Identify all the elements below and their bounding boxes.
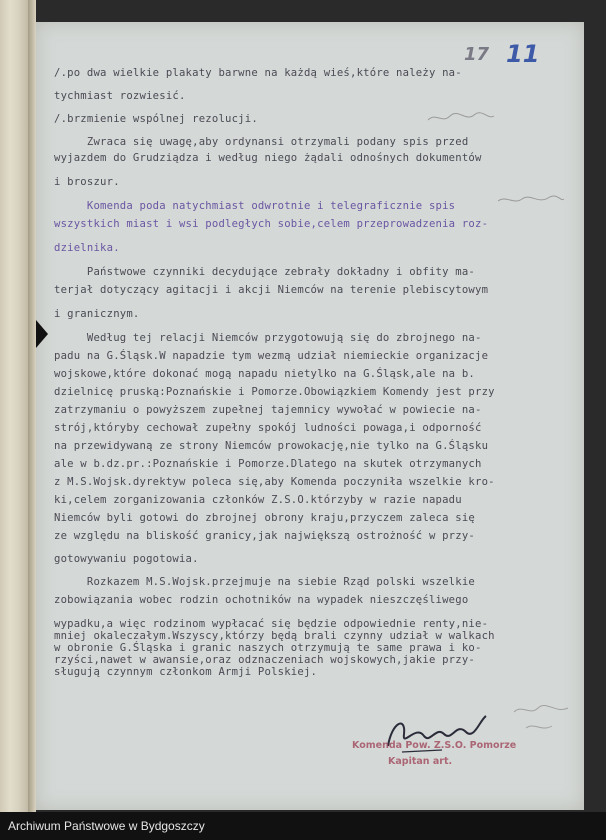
binding-edge	[28, 0, 36, 812]
archive-name: Archiwum Państwowe w Bydgoszczy	[8, 819, 205, 833]
signature	[382, 712, 492, 758]
document-page	[36, 22, 584, 810]
pencil-scribble	[512, 702, 572, 738]
typed-line: terjał dotyczący agitacji i akcji Niemców na terenie plebiscytowym	[54, 284, 489, 296]
typed-line: i broszur.	[54, 176, 120, 188]
typed-line: Państwowe czynniki decydujące zebrały dokładny i obfity ma-	[54, 266, 475, 278]
typed-line: i granicznym.	[54, 308, 140, 320]
typed-line: Według tej relacji Niemców przygotowują się do zbrojnego na-	[54, 332, 482, 344]
typed-line: wszystkich miast i wsi podległych sobie,celem przeprowadzenia roz-	[54, 218, 489, 230]
typed-line: dzielnicę pruską:Poznańskie i Pomorze.Obowiązkiem Komendy jest przy	[54, 386, 495, 398]
typed-line: rzyści,nawet w awansie,oraz odznaczeniach wojskowych,jakie przy-	[54, 654, 475, 666]
typed-line: /.brzmienie wspólnej rezolucji.	[54, 113, 258, 125]
stamp-line-2: Kapitan art.	[388, 756, 453, 767]
typed-line: Komenda poda natychmiast odwrotnie i telegraficznie spis	[54, 200, 456, 212]
typed-line: Niemców byli gotowi do zbrojnej obrony kraju,przyczem zaleca się	[54, 512, 475, 524]
typed-line: Zwraca się uwagę,aby ordynansi otrzymali podany spis przed	[54, 136, 469, 148]
typed-line: Rozkazem M.S.Wojsk.przejmuje na siebie Rząd polski wszelkie	[54, 576, 475, 588]
typed-line: sługują czynnym członkom Armji Polskiej.	[54, 666, 318, 678]
typed-line: ale w b.dz.pr.:Poznańskie i Pomorze.Dlatego na skutek otrzymanych	[54, 458, 482, 470]
pencil-scribble	[496, 192, 566, 208]
typed-line: padu na G.Śląsk.W napadzie tym wezmą udział niemieckie organizacje	[54, 350, 489, 362]
typed-line: wyjazdem do Grudziądza i według niego żądali odnośnych dokumentów	[54, 152, 482, 164]
pencil-scribble	[426, 110, 496, 126]
typed-line: wojskowe,które dokonać mogą napadu nietylko na G.Śląsk,ale na b.	[54, 368, 475, 380]
typed-line: /.po dwa wielkie plakaty barwne na każdą wieś,które należy na-	[54, 67, 462, 79]
typed-line: tychmiast rozwiesić.	[54, 90, 186, 102]
typed-line: zobowiązania wobec rodzin ochotników na wypadek nieszczęśliwego	[54, 594, 469, 606]
binding-tab-mark	[36, 320, 48, 348]
typed-line: wypadku,a więc rodzinom wypłacać się będzie odpowiednie renty,nie-	[54, 618, 489, 630]
typed-line: z M.S.Wojsk.dyrektyw poleca się,aby Komenda poczyniła wszelkie kro-	[54, 476, 495, 488]
typed-line: mniej okaleczałym.Wszyscy,którzy będą brali czynny udział w walkach	[54, 630, 495, 642]
typed-line: na przewidywaną ze strony Niemców prowokację,nie tylko na G.Śląsku	[54, 440, 489, 452]
typed-line: strój,któryby cechował zupełny spokój ludności powaga,i odporność	[54, 422, 482, 434]
typed-line: w obronie G.Śląska i granic naszych otrzymują te same prawa i ko-	[54, 642, 482, 654]
folio-number-pencil: 17	[464, 44, 490, 65]
stamp-line-1: Komenda Pow. Z.S.O. Pomorze	[352, 740, 517, 751]
typed-line: ki,celem zorganizowania członków Z.S.O.którzyby w razie napadu	[54, 494, 462, 506]
typed-line: ze względu na bliskość granicy,jak największą ostrożność w przy-	[54, 530, 475, 542]
folio-number-ink: 11	[506, 40, 540, 68]
typed-line: gotowywaniu pogotowia.	[54, 553, 199, 565]
typed-line: zatrzymaniu o powyższem zupełnej tajemnicy wywołać w powiecie na-	[54, 404, 482, 416]
archive-footer	[0, 812, 606, 840]
typed-line: dzielnika.	[54, 242, 120, 254]
